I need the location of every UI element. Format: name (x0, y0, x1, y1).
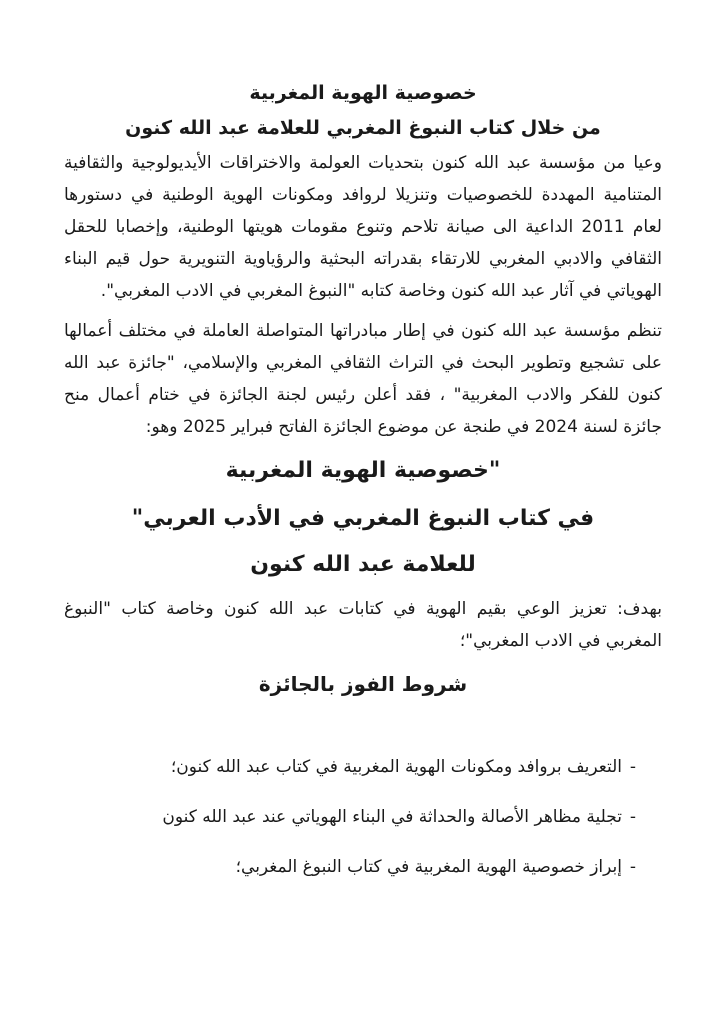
prize-topic-line-1: "خصوصية الهوية المغربية (225, 458, 501, 483)
list-item (64, 803, 662, 831)
list-item (64, 753, 662, 781)
announcement-paragraph: تنظم مؤسسة عبد الله كنون في إطار مبادراتها المتواصلة العاملة في مختلف أعمالها على تشجيع وتطوير البحث في التراث الثقافي المغربي والإسلامي، "جائزة عبد الله كنون للفكر والادب المغربية" ، فقد أعلن رئيس لجنة الجائزة في ختام أعمال منح جائزة لسنة 2024 في طنجة عن موضوع الجائزة الفاتح فبراير 2025 وهو: (64, 321, 662, 437)
condition-text: تجلية مظاهر الأصالة والحداثة في البناء الهوياتي عند عبد الله كنون (162, 807, 622, 827)
prize-topic-line-3: للعلامة عبد الله كنون (250, 552, 476, 577)
list-item (64, 853, 662, 881)
condition-text: إبراز خصوصية الهوية المغربية في كتاب النبوغ المغربي؛ (235, 857, 622, 877)
goal-paragraph: بهدف: تعزيز الوعي بقيم الهوية في كتابات عبد الله كنون وخاصة كتاب "النبوغ المغربي في الادب المغربي"؛ (64, 599, 662, 651)
bullet-dash: - (629, 807, 637, 827)
document-page (64, 78, 662, 903)
conditions-title: شروط الفوز بالجائزة (258, 672, 468, 696)
bullet-dash: - (629, 857, 637, 877)
condition-text: التعريف بروافد ومكونات الهوية المغربية في كتاب عبد الله كنون؛ (170, 757, 622, 777)
conditions-list (64, 753, 662, 881)
prize-topic-line-2: في كتاب النبوغ المغربي في الأدب العربي" (131, 506, 595, 531)
bullet-dash: - (629, 757, 637, 777)
intro-paragraph: وعيا من مؤسسة عبد الله كنون بتحديات العولمة والاختراقات الأيديولوجية والثقافية المتنامية المهددة للخصوصيات وتنزيلا لروافد ومكونات الهوية الوطنية في دستورها لعام 2011 الداعية الى صيانة تلاحم وتنوع مقومات هويتها الوطنية، وإخصابا للحقل الثقافي والادبي المغربي للارتقاء بقدراته البحثية والرؤياوية التنويرية حول قيم البناء الهوياتي في آثار عبد الله كنون وخاصة كتابه "النبوغ المغربي في الادب المغربي". (64, 153, 662, 301)
document-subtitle: من خلال كتاب النبوغ المغربي للعلامة عبد الله كنون (125, 117, 601, 139)
document-title: خصوصية الهوية المغربية (249, 82, 477, 104)
